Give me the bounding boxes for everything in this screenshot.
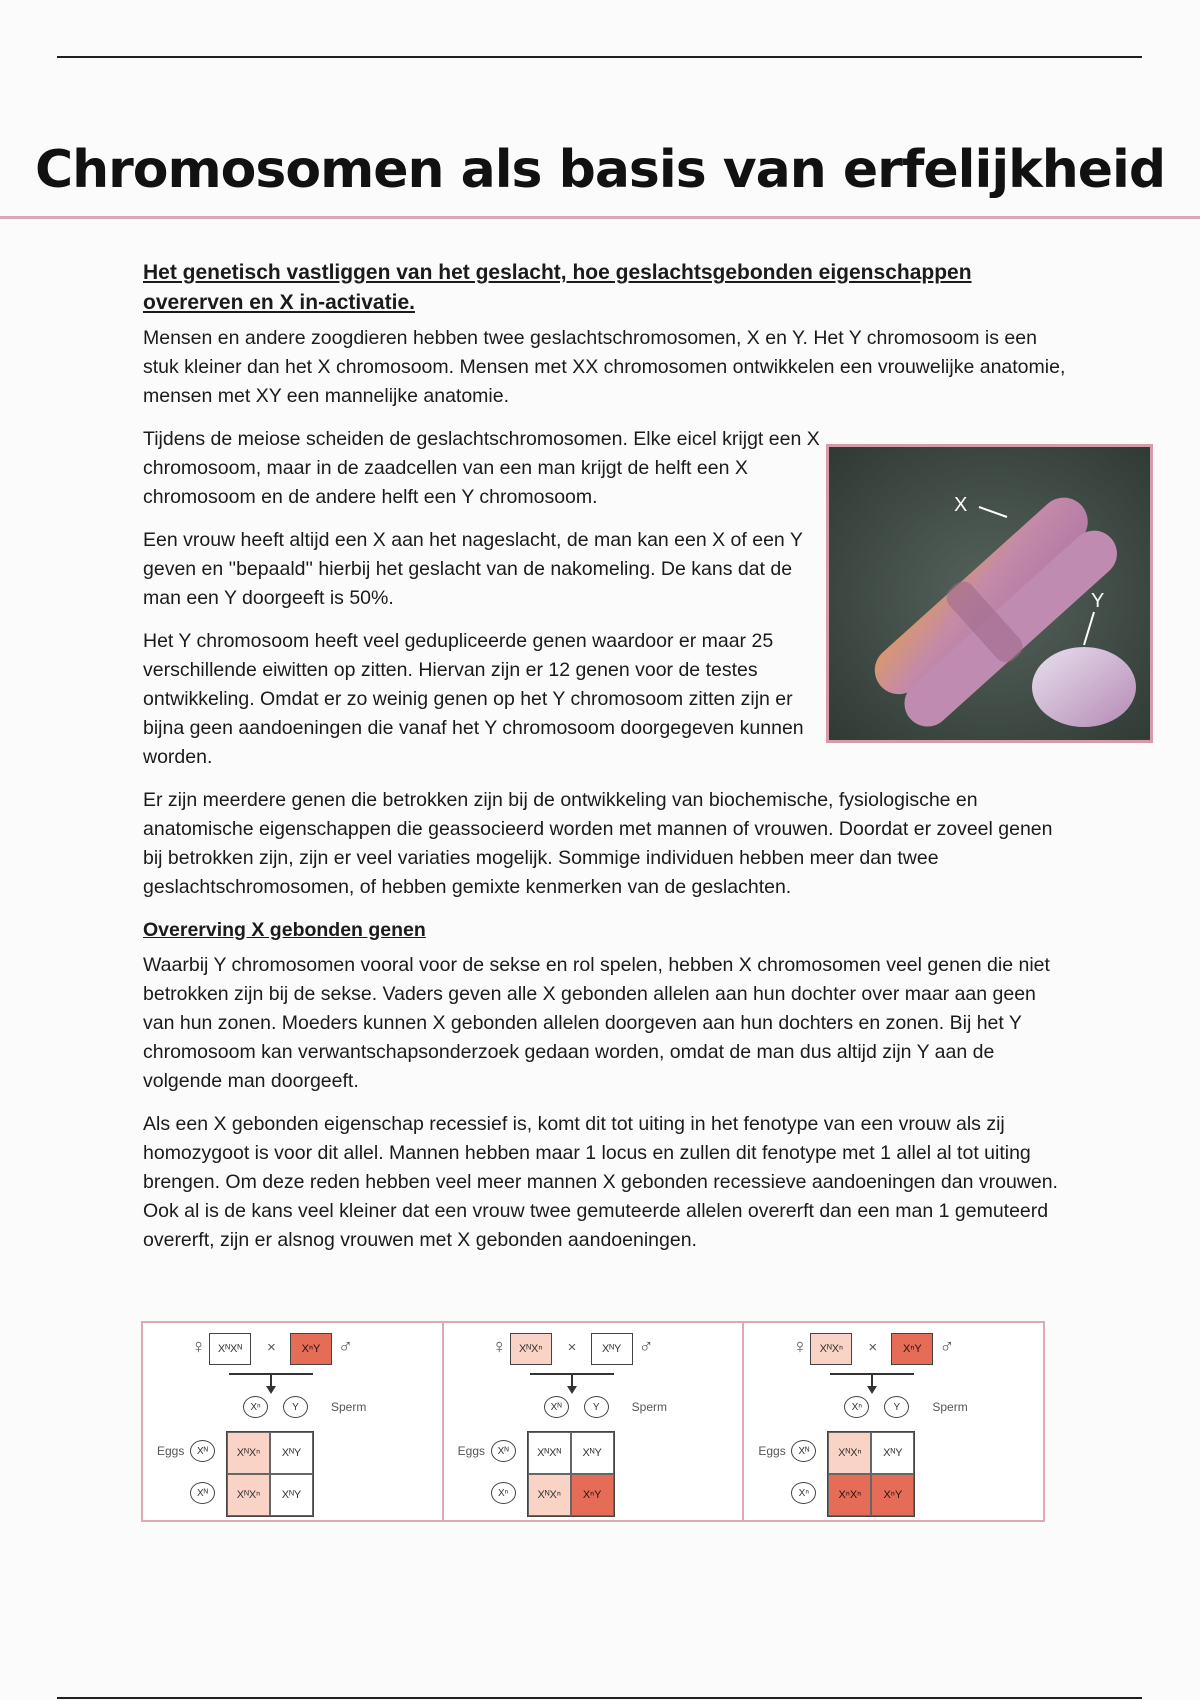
- arrow-head: [567, 1386, 577, 1394]
- offspring-cell: XⁿXⁿ: [828, 1474, 871, 1516]
- egg-allele: Xⁿ: [491, 1482, 516, 1504]
- label-x: X: [954, 494, 968, 516]
- father-genotype: XᴺY: [591, 1333, 633, 1365]
- paragraph: Een vrouw heeft altijd een X aan het nageslacht, de man kan een X of een Y geven en ''bepaald'' hierbij het geslacht van de nakomeling. De kans dat de man een Y doorgeeft is 50%.: [143, 529, 803, 609]
- arrow-line: [571, 1373, 573, 1387]
- sperm-allele: Xᴺ: [544, 1396, 569, 1418]
- label-y: Y: [1091, 590, 1105, 612]
- eggs-label: Eggs: [758, 1444, 786, 1458]
- cross-symbol: ×: [868, 1339, 878, 1356]
- male-symbol: ♂: [638, 1336, 654, 1358]
- top-rule: [57, 56, 1142, 58]
- sperm-allele: Y: [584, 1396, 609, 1418]
- wrap-text: [143, 425, 823, 772]
- paragraph: Mensen en andere zoogdieren hebben twee geslachtschromosomen, X en Y. Het Y chromosoom is een stuk kleiner dan het X chromosoom. Mensen met XX chromosomen ontwikkelen een vrouwelijke anatomie, mensen met XY een mannelijke anatomie.: [143, 327, 1066, 407]
- egg-allele: Xᴺ: [190, 1440, 215, 1462]
- paragraph: Het Y chromosoom heeft veel gedupliceerde genen waardoor er maar 25 verschillende eiwitten op zitten. Hiervan zijn er 12 genen voor de testes ontwikkeling. Omdat er zo weinig genen op het Y chromosoom zitten zijn er bijna geen aandoeningen die vanaf het Y chromosoom doorgegeven kunnen worden.: [143, 630, 804, 768]
- male-symbol: ♂: [338, 1336, 353, 1358]
- offspring-cell: XᴺY: [871, 1432, 914, 1474]
- egg-allele: Xᴺ: [791, 1440, 816, 1462]
- cross-symbol: ×: [267, 1339, 276, 1356]
- sperm-label: Sperm: [331, 1400, 367, 1414]
- offspring-cell: XⁿY: [571, 1474, 614, 1516]
- sperm-label: Sperm: [932, 1400, 968, 1414]
- sperm-allele: Y: [283, 1396, 308, 1418]
- punnett-square: [527, 1431, 615, 1517]
- offspring-cell: XᴺXⁿ: [227, 1432, 270, 1474]
- cross-panel: [744, 1323, 1043, 1520]
- father-genotype: XⁿY: [891, 1333, 933, 1365]
- female-symbol: ♀: [191, 1336, 206, 1358]
- offspring-cell: XᴺXⁿ: [528, 1474, 571, 1516]
- offspring-cell: XᴺY: [270, 1474, 313, 1516]
- page-title: Chromosomen als basis van erfelijkheid: [34, 140, 1166, 200]
- egg-allele: Xⁿ: [791, 1482, 816, 1504]
- male-symbol: ♂: [939, 1336, 955, 1358]
- paragraph: Waarbij Y chromosomen vooral voor de sekse en rol spelen, hebben X chromosomen veel genen die niet betrokken zijn bij de sekse. Vaders geven alle X gebonden allelen aan hun dochter over maar aan geen van hun zonen. Moeders kunnen X gebonden allelen doorgeven aan hun dochters en zonen. Bij het Y chromosoom kan verwantschapsonderzoek gedaan worden, omdat de man dus altijd zijn Y aan de volgende man doorgeeft.: [143, 954, 1050, 1092]
- bottom-rule: [57, 1697, 1142, 1699]
- arrow-head: [867, 1386, 877, 1394]
- chromosome-photo: [826, 444, 1153, 743]
- eggs-label: Eggs: [457, 1444, 486, 1458]
- offspring-cell: XᴺY: [270, 1432, 313, 1474]
- subsection-heading: Overerving X gebonden genen: [143, 919, 426, 941]
- sperm-allele: Y: [884, 1396, 909, 1418]
- female-symbol: ♀: [792, 1336, 808, 1358]
- cross-symbol: ×: [567, 1339, 577, 1356]
- mother-genotype: XᴺXⁿ: [810, 1333, 852, 1365]
- y-chromosome: [1032, 647, 1136, 727]
- sperm-allele: Xⁿ: [243, 1396, 268, 1418]
- offspring-cell: XᴺXⁿ: [828, 1432, 871, 1474]
- egg-allele: Xᴺ: [491, 1440, 516, 1462]
- punnett-square: [226, 1431, 314, 1517]
- female-symbol: ♀: [491, 1336, 507, 1358]
- mother-genotype: XᴺXⁿ: [510, 1333, 552, 1365]
- punnett-square: [827, 1431, 915, 1517]
- paragraph: Er zijn meerdere genen die betrokken zijn bij de ontwikkeling van biochemische, fysiologische en anatomische eigenschappen die geassocieerd worden met mannen of vrouwen. Doordat er zoveel genen bij betrokken zijn, zijn er veel variaties mogelijk. Sommige individuen hebben meer dan twee geslachtschromosomen, of hebben gemixte kenmerken van de geslachten.: [143, 789, 1053, 898]
- eggs-label: Eggs: [157, 1444, 185, 1458]
- paragraph: Tijdens de meiose scheiden de geslachtschromosomen. Elke eicel krijgt een X chromosoom, maar in de zaadcellen van een man krijgt de helft een X chromosoom en de andere helft een Y chromosoom.: [143, 428, 820, 508]
- offspring-cell: XⁿY: [871, 1474, 914, 1516]
- arrow-head: [266, 1386, 276, 1394]
- sperm-allele: Xⁿ: [844, 1396, 869, 1418]
- paragraph: Als een X gebonden eigenschap recessief is, komt dit tot uiting in het fenotype van een vrouw als zij homozygoot is voor dit allel. Mannen hebben maar 1 locus en zullen dit fenotype met 1 allel al tot uiting brengen. Om deze reden hebben veel meer mannen X gebonden recessieve aandoeningen dan vrouwen. Ook al is de kans veel kleiner dat een vrouw twee gemuteerde allelen overerft dan een man 1 gemuteerd overerft, zijn er alsnog vrouwen met X gebonden aandoeningen.: [143, 1113, 1058, 1251]
- chromosome-illustration: [829, 447, 1153, 743]
- punnett-diagram: [141, 1321, 1045, 1522]
- sperm-label: Sperm: [631, 1400, 668, 1414]
- title-underline: [0, 216, 1200, 219]
- mother-genotype: XᴺXᴺ: [209, 1333, 251, 1365]
- arrow-line: [270, 1373, 272, 1387]
- offspring-cell: XᴺXⁿ: [227, 1474, 270, 1516]
- offspring-cell: XᴺY: [571, 1432, 614, 1474]
- offspring-cell: XᴺXᴺ: [528, 1432, 571, 1474]
- section-heading: Het genetisch vastliggen van het geslacht, hoe geslachtsgebonden eigenschappen overerven en X in-activatie.: [143, 261, 972, 314]
- cross-panel: [143, 1323, 444, 1520]
- arrow-line: [871, 1373, 873, 1387]
- document-body: [143, 258, 1068, 1269]
- cross-panel: [444, 1323, 745, 1520]
- father-genotype: XⁿY: [290, 1333, 332, 1365]
- egg-allele: Xᴺ: [190, 1482, 215, 1504]
